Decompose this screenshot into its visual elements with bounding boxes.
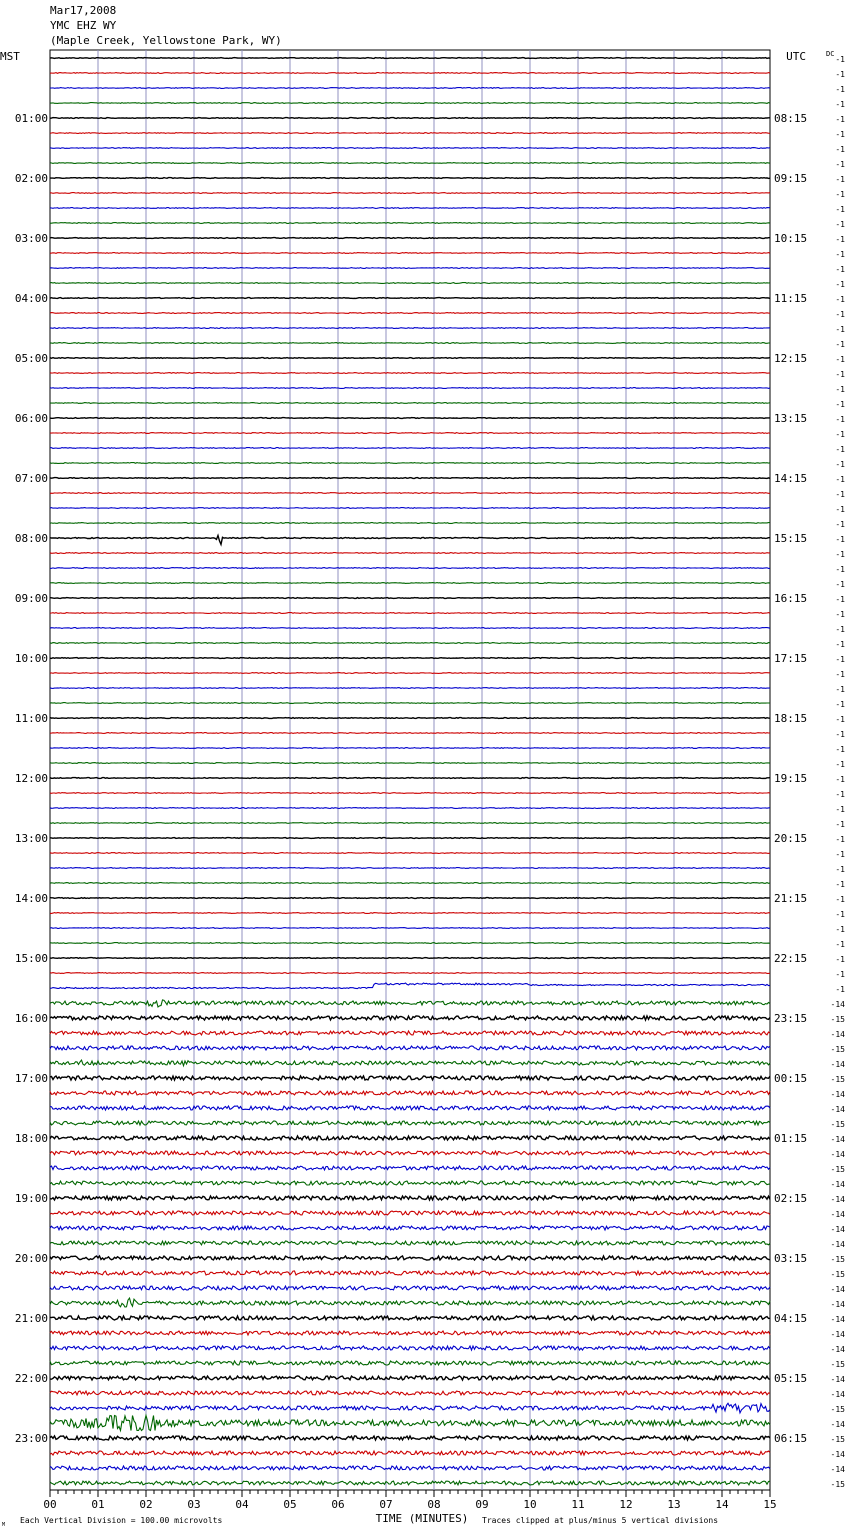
- trace: [50, 178, 770, 179]
- trace: [50, 508, 770, 509]
- trace: [50, 433, 770, 434]
- mst-hour-label: 14:00: [14, 892, 48, 905]
- mst-hour-label: 16:00: [14, 1012, 48, 1025]
- trace: [50, 943, 770, 944]
- dc-offset-label: -15: [830, 1075, 845, 1084]
- dc-offset-label: -14: [830, 1000, 845, 1009]
- trace: [50, 838, 770, 839]
- dc-offset-label: -1: [835, 745, 845, 754]
- clip-note: Traces clipped at plus/minus 5 vertical divisions: [482, 1516, 719, 1525]
- dc-offset-label: -15: [830, 1015, 845, 1024]
- dc-offset-label: -1: [835, 805, 845, 814]
- trace: [50, 718, 770, 719]
- utc-hour-label: 05:15: [774, 1372, 808, 1385]
- utc-hour-label: 09:15: [774, 172, 808, 185]
- dc-offset-label: -1: [835, 355, 845, 364]
- trace: [50, 193, 770, 194]
- trace: [50, 208, 770, 209]
- trace: [50, 928, 770, 929]
- utc-hour-label: 15:15: [774, 532, 808, 545]
- dc-offset-label: -1: [835, 490, 845, 499]
- dc-offset-label: -1: [835, 310, 845, 319]
- trace: [50, 778, 770, 779]
- trace: [50, 223, 770, 224]
- dc-offset-label: -15: [830, 1360, 845, 1369]
- x-tick-label: 13: [667, 1498, 681, 1511]
- dc-offset-label: -1: [835, 865, 845, 874]
- trace: [50, 343, 770, 344]
- trace: [50, 958, 770, 959]
- dc-offset-label: -14: [830, 1375, 845, 1384]
- mst-hour-label: 20:00: [14, 1252, 48, 1265]
- trace: [50, 268, 770, 269]
- dc-offset-label: -1: [835, 460, 845, 469]
- dc-offset-label: -1: [835, 625, 845, 634]
- x-tick-label: 04: [235, 1498, 249, 1511]
- trace: [50, 103, 770, 104]
- trace: [50, 568, 770, 569]
- mst-hour-label: 22:00: [14, 1372, 48, 1385]
- utc-hour-label: 21:15: [774, 892, 808, 905]
- dc-offset-label: -1: [835, 280, 845, 289]
- utc-label: UTC: [786, 50, 806, 63]
- utc-hour-label: 02:15: [774, 1192, 808, 1205]
- vertical-division-note: Each Vertical Division = 100.00 microvolts: [20, 1516, 223, 1525]
- header-date: Mar17,2008: [50, 4, 117, 17]
- dc-offset-label: -1: [835, 85, 845, 94]
- trace: [50, 1346, 770, 1350]
- trace: [50, 1136, 770, 1140]
- mst-hour-label: 07:00: [14, 472, 48, 485]
- mst-hour-label: 13:00: [14, 832, 48, 845]
- trace: [50, 823, 770, 824]
- dc-offset-label: -15: [830, 1165, 845, 1174]
- trace: [50, 1298, 770, 1307]
- utc-hour-label: 17:15: [774, 652, 808, 665]
- dc-offset-label: -1: [835, 940, 845, 949]
- dc-offset-label: -14: [830, 1390, 845, 1399]
- trace: [50, 1226, 770, 1230]
- dc-offset-label: -14: [830, 1240, 845, 1249]
- dc-offset-label: -1: [835, 610, 845, 619]
- trace: [50, 883, 770, 884]
- trace: [50, 1060, 770, 1066]
- trace: [50, 1286, 770, 1290]
- x-tick-label: 01: [91, 1498, 105, 1511]
- trace: [50, 583, 770, 584]
- dc-offset-label: -1: [835, 325, 845, 334]
- trace: [50, 313, 770, 314]
- trace: [50, 358, 770, 359]
- dc-offset-label: -1: [835, 415, 845, 424]
- dc-offset-label: -14: [830, 1330, 845, 1339]
- dc-offset-label: -1: [835, 655, 845, 664]
- dc-offset-label: -1: [835, 925, 845, 934]
- dc-offset-label: -1: [835, 760, 845, 769]
- dc-offset-label: -14: [830, 1315, 845, 1324]
- trace: [50, 1451, 770, 1455]
- mst-hour-label: 21:00: [14, 1312, 48, 1325]
- dc-offset-label: -1: [835, 970, 845, 979]
- trace: [50, 1091, 770, 1095]
- trace: [50, 88, 770, 89]
- dc-offset-label: -1: [835, 475, 845, 484]
- dc-offset-label: -1: [835, 340, 845, 349]
- mst-hour-label: 15:00: [14, 952, 48, 965]
- corner-mark: M: [2, 1522, 6, 1528]
- trace: [50, 493, 770, 494]
- trace: [50, 58, 770, 59]
- trace: [50, 808, 770, 809]
- dc-offset-label: -15: [830, 1270, 845, 1279]
- dc-offset-label: -1: [835, 565, 845, 574]
- dc-offset-label: -14: [830, 1090, 845, 1099]
- dc-offset-label: -1: [835, 70, 845, 79]
- utc-hour-label: 03:15: [774, 1252, 808, 1265]
- trace: [50, 868, 770, 869]
- trace: [50, 703, 770, 704]
- dc-offset-label: -15: [830, 1255, 845, 1264]
- trace: [50, 1376, 770, 1380]
- dc-offset-label: -14: [830, 1285, 845, 1294]
- trace: [50, 163, 770, 164]
- mst-hour-label: 05:00: [14, 352, 48, 365]
- utc-hour-label: 04:15: [774, 1312, 808, 1325]
- dc-offset-label: -1: [835, 880, 845, 889]
- trace: [50, 983, 770, 989]
- dc-offset-label: -1: [835, 55, 845, 64]
- utc-hour-label: 06:15: [774, 1432, 808, 1445]
- trace: [50, 1031, 770, 1035]
- trace: [50, 733, 770, 734]
- trace: [50, 658, 770, 659]
- dc-offset-label: -1: [835, 295, 845, 304]
- dc-offset-label: -1: [835, 820, 845, 829]
- trace: [50, 1316, 770, 1320]
- header-location: (Maple Creek, Yellowstone Park, WY): [50, 34, 282, 47]
- x-tick-label: 05: [283, 1498, 297, 1511]
- utc-hour-label: 18:15: [774, 712, 808, 725]
- trace: [50, 1416, 770, 1431]
- utc-hour-label: 19:15: [774, 772, 808, 785]
- dc-offset-label: -1: [835, 265, 845, 274]
- dc-offset-label: -14: [830, 1420, 845, 1429]
- trace: [50, 1436, 770, 1440]
- dc-offset-label: -1: [835, 775, 845, 784]
- x-tick-label: 08: [427, 1498, 441, 1511]
- trace: [50, 1196, 770, 1200]
- dc-offset-label: -1: [835, 700, 845, 709]
- trace: [50, 148, 770, 149]
- trace: [50, 553, 770, 554]
- mst-hour-label: 18:00: [14, 1132, 48, 1145]
- dc-offset-label: -1: [835, 595, 845, 604]
- trace: [50, 328, 770, 329]
- x-tick-label: 02: [139, 1498, 153, 1511]
- trace: [50, 1256, 770, 1260]
- x-tick-label: 12: [619, 1498, 633, 1511]
- trace: [50, 853, 770, 854]
- trace: [50, 1466, 770, 1470]
- utc-hour-label: 00:15: [774, 1072, 808, 1085]
- dc-offset-label: -1: [835, 715, 845, 724]
- trace: [50, 1106, 770, 1110]
- dc-offset-label: -15: [830, 1480, 845, 1489]
- trace: [50, 1151, 770, 1155]
- dc-offset-label: -14: [830, 1195, 845, 1204]
- trace: [50, 1391, 770, 1395]
- dc-offset-label: -1: [835, 130, 845, 139]
- trace: [50, 793, 770, 794]
- utc-hour-label: 22:15: [774, 952, 808, 965]
- x-tick-label: 06: [331, 1498, 345, 1511]
- mst-hour-label: 23:00: [14, 1432, 48, 1445]
- dc-offset-label: -1: [835, 220, 845, 229]
- dc-offset-label: -14: [830, 1210, 845, 1219]
- trace: [50, 238, 770, 239]
- dc-offset-label: -1: [835, 955, 845, 964]
- dc-offset-label: -1: [835, 370, 845, 379]
- trace: [50, 1166, 770, 1170]
- dc-offset-label: -1: [835, 685, 845, 694]
- dc-offset-label: -1: [835, 790, 845, 799]
- dc-offset-label: -1: [835, 205, 845, 214]
- utc-hour-label: 10:15: [774, 232, 808, 245]
- trace: [50, 1241, 770, 1245]
- dc-offset-label: -1: [835, 430, 845, 439]
- dc-offset-label: -1: [835, 535, 845, 544]
- dc-offset-label: -1: [835, 100, 845, 109]
- trace: [50, 1016, 770, 1020]
- trace: [50, 118, 770, 119]
- trace: [50, 523, 770, 524]
- mst-label: MST: [0, 50, 20, 63]
- trace: [50, 913, 770, 914]
- dc-offset-label: -14: [830, 1060, 845, 1069]
- trace: [50, 898, 770, 899]
- dc-offset-label: -1: [835, 850, 845, 859]
- dc-offset-label: -1: [835, 670, 845, 679]
- utc-hour-label: 12:15: [774, 352, 808, 365]
- mst-hour-label: 09:00: [14, 592, 48, 605]
- dc-offset-label: -14: [830, 1300, 845, 1309]
- trace: [50, 973, 770, 974]
- dc-offset-label: -1: [835, 640, 845, 649]
- trace: [50, 478, 770, 479]
- trace: [50, 298, 770, 299]
- trace: [50, 748, 770, 749]
- trace: [50, 1181, 770, 1185]
- x-tick-label: 11: [571, 1498, 585, 1511]
- mst-hour-label: 06:00: [14, 412, 48, 425]
- trace: [50, 1403, 770, 1413]
- trace: [50, 1211, 770, 1215]
- dc-offset-label: -1: [835, 445, 845, 454]
- dc-offset-label: -1: [835, 385, 845, 394]
- dc-offset-label: -14: [830, 1180, 845, 1189]
- mst-hour-label: 04:00: [14, 292, 48, 305]
- utc-hour-label: 01:15: [774, 1132, 808, 1145]
- x-tick-label: 03: [187, 1498, 201, 1511]
- dc-offset-label: -1: [835, 910, 845, 919]
- trace: [50, 643, 770, 644]
- trace: [50, 73, 770, 74]
- mst-hour-label: 17:00: [14, 1072, 48, 1085]
- mst-hour-label: 10:00: [14, 652, 48, 665]
- trace: [50, 598, 770, 599]
- dc-offset-label: -15: [830, 1405, 845, 1414]
- x-tick-label: 00: [43, 1498, 57, 1511]
- dc-offset-label: -1: [835, 985, 845, 994]
- dc-offset-label: -14: [830, 1105, 845, 1114]
- dc-offset-label: -1: [835, 145, 845, 154]
- trace: [50, 403, 770, 404]
- trace: [50, 613, 770, 614]
- header-station: YMC EHZ WY: [50, 19, 117, 32]
- dc-offset-label: -14: [830, 1225, 845, 1234]
- x-tick-label: 15: [763, 1498, 777, 1511]
- dc-offset-label: -14: [830, 1135, 845, 1144]
- mst-hour-label: 11:00: [14, 712, 48, 725]
- trace: [50, 448, 770, 449]
- trace: [50, 418, 770, 419]
- dc-offset-label: -1: [835, 115, 845, 124]
- x-tick-label: 14: [715, 1498, 729, 1511]
- mst-hour-label: 02:00: [14, 172, 48, 185]
- trace: [50, 253, 770, 254]
- dc-label: DC: [826, 50, 835, 58]
- dc-offset-label: -14: [830, 1465, 845, 1474]
- dc-offset-label: -15: [830, 1435, 845, 1444]
- trace: [50, 388, 770, 389]
- x-tick-label: 09: [475, 1498, 489, 1511]
- mst-hour-label: 19:00: [14, 1192, 48, 1205]
- dc-offset-label: -1: [835, 580, 845, 589]
- dc-offset-label: -1: [835, 520, 845, 529]
- dc-offset-label: -1: [835, 250, 845, 259]
- dc-offset-label: -14: [830, 1345, 845, 1354]
- utc-hour-label: 23:15: [774, 1012, 808, 1025]
- dc-offset-label: -15: [830, 1045, 845, 1054]
- utc-hour-label: 16:15: [774, 592, 808, 605]
- dc-offset-label: -1: [835, 175, 845, 184]
- x-tick-label: 07: [379, 1498, 393, 1511]
- dc-offset-label: -1: [835, 400, 845, 409]
- dc-offset-label: -1: [835, 235, 845, 244]
- trace: [50, 1076, 770, 1080]
- trace: [50, 1361, 770, 1365]
- trace: [50, 628, 770, 629]
- utc-hour-label: 13:15: [774, 412, 808, 425]
- x-tick-label: 10: [523, 1498, 537, 1511]
- dc-offset-label: -1: [835, 190, 845, 199]
- utc-hour-label: 20:15: [774, 832, 808, 845]
- mst-hour-label: 03:00: [14, 232, 48, 245]
- trace: [50, 1000, 770, 1007]
- utc-hour-label: 08:15: [774, 112, 808, 125]
- dc-offset-label: -14: [830, 1150, 845, 1159]
- mst-hour-label: 08:00: [14, 532, 48, 545]
- trace: [50, 536, 770, 545]
- mst-hour-label: 01:00: [14, 112, 48, 125]
- dc-offset-label: -1: [835, 160, 845, 169]
- x-axis-label: TIME (MINUTES): [375, 1512, 469, 1525]
- trace: [50, 1331, 770, 1335]
- trace: [50, 283, 770, 284]
- dc-offset-label: -1: [835, 550, 845, 559]
- trace: [50, 1271, 770, 1275]
- dc-offset-label: -14: [830, 1450, 845, 1459]
- dc-offset-label: -15: [830, 1120, 845, 1129]
- mst-hour-label: 12:00: [14, 772, 48, 785]
- dc-offset-label: -1: [835, 895, 845, 904]
- trace: [50, 688, 770, 689]
- dc-offset-label: -1: [835, 505, 845, 514]
- dc-offset-label: -1: [835, 835, 845, 844]
- utc-hour-label: 11:15: [774, 292, 808, 305]
- dc-offset-label: -14: [830, 1030, 845, 1039]
- utc-hour-label: 14:15: [774, 472, 808, 485]
- trace: [50, 1121, 770, 1125]
- dc-offset-label: -1: [835, 730, 845, 739]
- trace: [50, 673, 770, 674]
- trace: [50, 463, 770, 464]
- trace: [50, 133, 770, 134]
- trace: [50, 373, 770, 374]
- trace: [50, 1046, 770, 1050]
- trace: [50, 763, 770, 764]
- trace: [50, 1481, 770, 1485]
